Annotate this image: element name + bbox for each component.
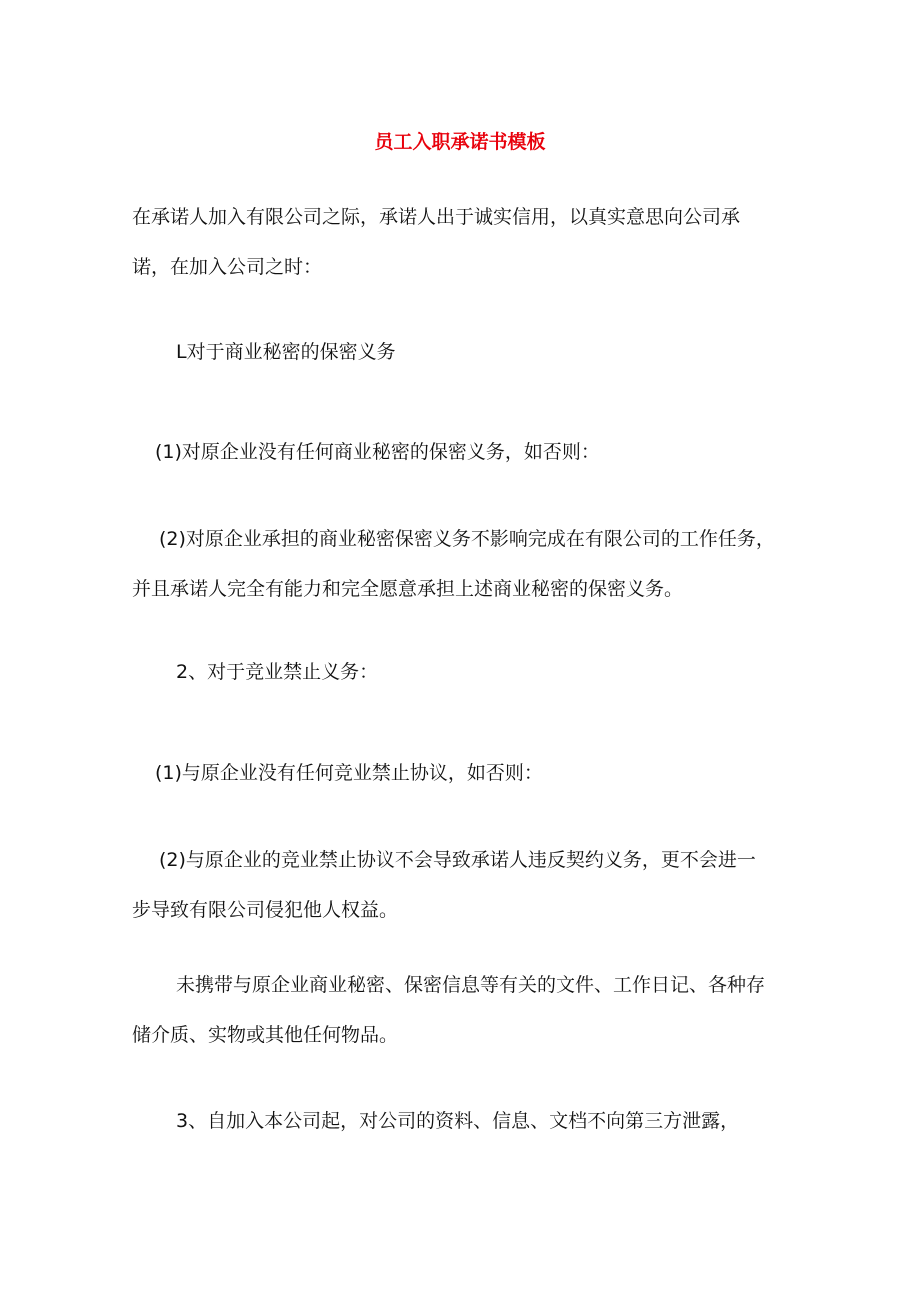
paragraph-intro	[132, 192, 812, 292]
document-title: 员工入职承诺书模板	[374, 131, 546, 153]
list-item-2-1	[132, 748, 835, 798]
paragraph-line: 未携带与原企业商业秘密、保密信息等有关的文件、工作日记、各种存	[176, 974, 766, 996]
paragraph-line: (1)与原企业没有任何竞业禁止协议，如否则：	[155, 762, 543, 784]
paragraph-line: 3、自加入本公司起，对公司的资料、信息、文档不向第三方泄露，	[176, 1110, 740, 1132]
paragraph-line: 诺，在加入公司之时：	[132, 256, 323, 278]
list-item-1-1	[132, 427, 835, 477]
paragraph-line: 步导致有限公司侵犯他人权益。	[132, 899, 399, 921]
paragraph-line: 在承诺人加入有限公司之际，承诺人出于诚实信用，以真实意思向公司承	[132, 206, 741, 228]
list-item-2-2	[132, 835, 812, 935]
list-item-1-2	[132, 514, 812, 614]
section-heading-2	[132, 647, 856, 697]
paragraph-line: (2)对原企业承担的商业秘密保密义务不影响完成在有限公司的工作任务，	[159, 528, 775, 550]
paragraph-line: 2、对于竞业禁止义务：	[176, 661, 379, 683]
paragraph-line: (1)对原企业没有任何商业秘密的保密义务，如否则：	[155, 441, 600, 463]
section-heading-1	[132, 327, 856, 377]
paragraph-line: (2)与原企业的竞业禁止协议不会导致承诺人违反契约义务，更不会进一	[159, 849, 756, 871]
paragraph-line: 并且承诺人完全有能力和完全愿意承担上述商业秘密的保密义务。	[132, 578, 684, 600]
paragraph-line: L对于商业秘密的保密义务	[176, 341, 396, 363]
section-heading-3	[132, 1096, 856, 1146]
paragraph-carry	[132, 960, 812, 1060]
paragraph-line: 储介质、实物或其他任何物品。	[132, 1024, 399, 1046]
